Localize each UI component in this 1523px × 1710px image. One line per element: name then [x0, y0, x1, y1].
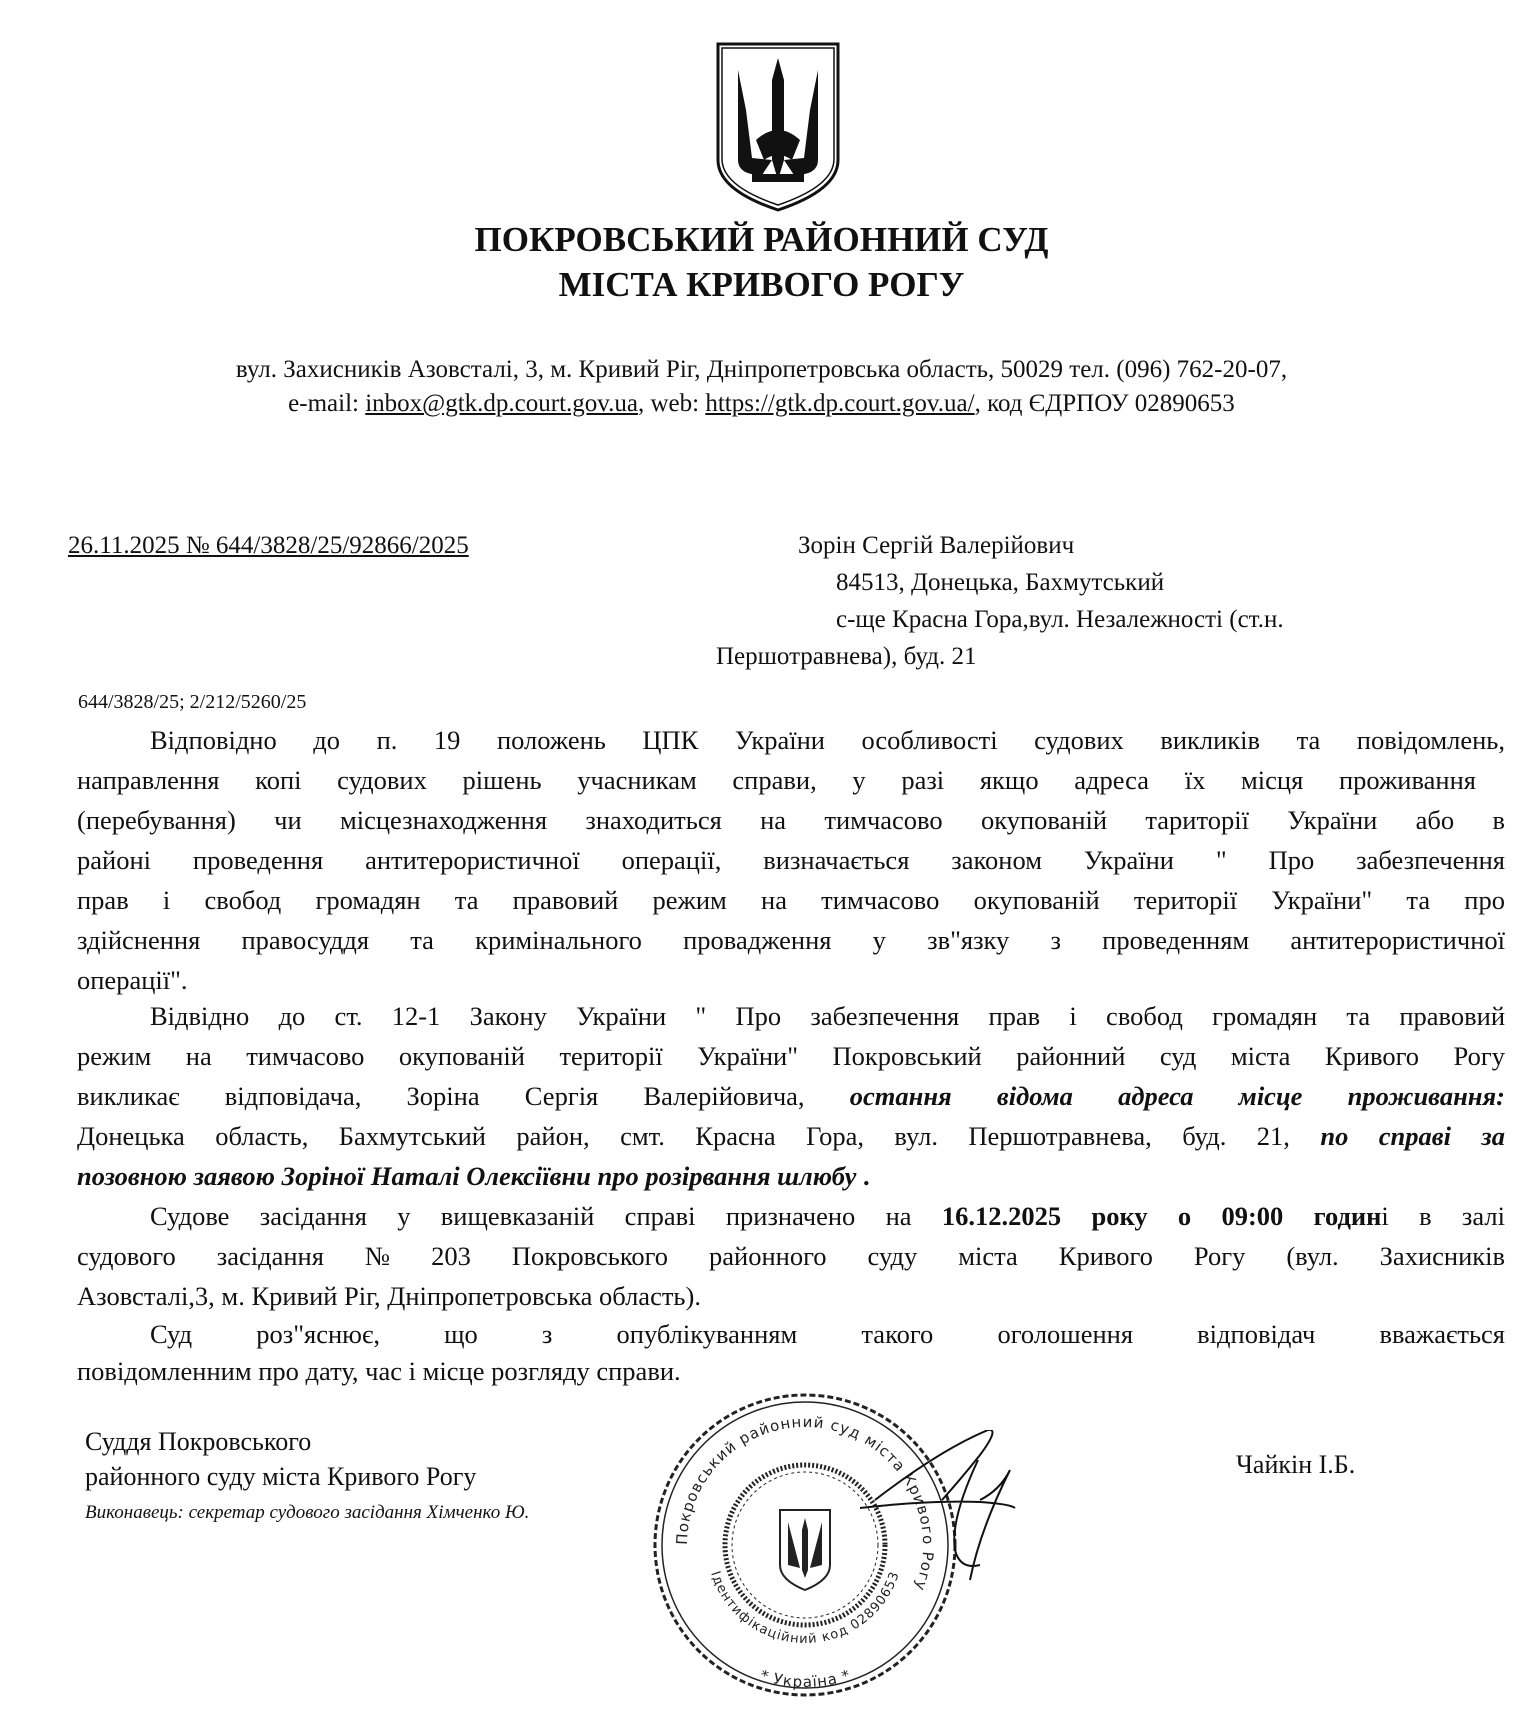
body-line-text — [77, 1238, 1505, 1274]
seal-outer-text: Покровський районний суд міста Кривого Рогу — [672, 1412, 938, 1594]
body-line-text — [150, 1198, 1505, 1234]
body-line-text — [150, 998, 1505, 1034]
text-segment: повідомленним про дату, час і місце розгляду справи. — [77, 1356, 681, 1386]
text-segment: Відвідно до ст. 12-1 Закону України " Про забезпечення прав і свобод громадян та правовий — [150, 1001, 1505, 1031]
body-line-text — [77, 762, 1476, 798]
body-line — [77, 1118, 1505, 1154]
text-segment: Азовсталі,3, м. Кривий Ріг, Дніпропетровська область). — [77, 1281, 701, 1311]
web-label: , web: — [638, 390, 706, 417]
body-line — [150, 998, 1505, 1034]
text-segment: направлення копі судових рішень учасникам справи, у разі якщо адреса їх місця проживання — [77, 765, 1476, 795]
addressee-name: Зорін Сергій Валерійович — [798, 532, 1075, 559]
judge-position-line1: Суддя Покровського — [85, 1427, 312, 1456]
body-line — [150, 1316, 1505, 1352]
body-line — [77, 882, 1505, 918]
executor-note: Виконавець: секретар судового засідання Хімченко Ю. — [85, 1502, 530, 1523]
body-line-text — [77, 1158, 870, 1194]
text-segment: і в залі — [1381, 1201, 1505, 1231]
outgoing-date-number: 26.11.2025 № 644/3828/25/92866/2025 — [68, 532, 469, 559]
svg-text:* Україна * — [758, 1666, 852, 1691]
body-line — [77, 962, 1505, 998]
court-address: вул. Захисників Азовсталі, 3, м. Кривий Ріг, Дніпропетровська область, 50029 тел. (096) 762-20-07, — [235, 356, 1288, 383]
emphasized-text: 16.12.2025 року о 09:00 годин — [941, 1201, 1382, 1231]
text-segment: операції". — [77, 965, 188, 995]
email-label: e-mail: — [288, 390, 366, 417]
body-line — [77, 1238, 1505, 1274]
addressee-line1: 84513, Донецька, Бахмутський — [836, 569, 1165, 596]
addressee-line2: с-ще Красна Гора,вул. Незалежності (ст.н. — [836, 606, 1284, 633]
body-line-text — [77, 922, 1505, 958]
judge-position-line2: районного суду міста Кривого Рогу — [85, 1462, 477, 1491]
text-segment: режим на тимчасово окупованій території України" Покровський районний суд міста Кривого Рогу — [77, 1041, 1505, 1071]
emphasized-text: позовною заявою Зоріної Наталі Олексіївни про розірвання шлюбу — [77, 1161, 857, 1191]
emphasized-text: по справі за — [1320, 1121, 1505, 1151]
coat-of-arms-icon — [712, 40, 844, 214]
court-name-line1: ПОКРОВСЬКИЙ РАЙОННИЙ СУД — [474, 220, 1049, 259]
body-line — [77, 1158, 1505, 1194]
seal-trident-icon — [780, 1510, 830, 1590]
emphasized-text: остання відома адреса місце проживання: — [849, 1081, 1505, 1111]
body-line-text — [77, 1353, 681, 1389]
addressee-line3: Першотравнева), буд. 21 — [716, 643, 977, 670]
text-segment: Судове засідання у вищевказаній справі призначено на — [150, 1201, 942, 1231]
case-numbers: 644/3828/25; 2/212/5260/25 — [78, 691, 307, 713]
emphasized-text: . — [856, 1161, 870, 1191]
body-line — [77, 1078, 1505, 1114]
body-line — [77, 922, 1505, 958]
text-segment: прав і свобод громадян та правовий режим на тимчасово окупованій території України" та про — [77, 885, 1505, 915]
text-segment: Відповідно до п. 19 положень ЦПК України особливості судових викликів та повідомлень, — [150, 725, 1505, 755]
text-segment: Донецька область, Бахмутський район, смт. Красна Гора, вул. Першотравнева, буд. 21, — [77, 1121, 1321, 1151]
body-line — [77, 842, 1505, 878]
text-segment: здійснення правосуддя та кримінального провадження у зв"язку з проведенням антитерористичної — [77, 925, 1505, 955]
court-name-line2: МІСТА КРИВОГО РОГУ — [558, 265, 965, 304]
body-line-text — [77, 1278, 701, 1314]
text-segment: Суд роз"яснює, що з опублікуванням такого оголошення відповідач вважається — [150, 1319, 1505, 1349]
body-line — [77, 762, 1505, 798]
body-line-text — [77, 1118, 1505, 1154]
body-line-text — [77, 962, 188, 998]
text-segment: районі проведення антитерористичної операції, визначається законом України " Про забезпечення — [77, 845, 1505, 875]
web-link[interactable]: https://gtk.dp.court.gov.ua/ — [705, 390, 975, 417]
court-contacts — [0, 390, 1523, 418]
body-line-text — [150, 1316, 1505, 1352]
seal-inner-text: Ідентифікаційний код 02890653 — [707, 1569, 903, 1648]
body-line-text — [77, 802, 1505, 838]
body-line-text — [77, 842, 1505, 878]
judge-signature — [860, 1430, 1020, 1600]
body-line-text — [77, 1038, 1505, 1074]
body-line-text — [77, 1078, 1505, 1114]
body-line — [77, 1278, 1505, 1314]
text-segment: викликає відповідача, Зоріна Сергія Валерійовича, — [77, 1081, 850, 1111]
body-line — [77, 802, 1505, 838]
body-line-text — [77, 882, 1505, 918]
email-link[interactable]: inbox@gtk.dp.court.gov.ua — [365, 390, 638, 417]
judge-name: Чайкін І.Б. — [1236, 1450, 1356, 1479]
body-line — [77, 1038, 1505, 1074]
text-segment: судового засідання № 203 Покровського районного суду міста Кривого Рогу (вул. Захисників — [77, 1241, 1505, 1271]
body-line-text — [150, 722, 1505, 758]
seal-bottom-text: * Україна * — [758, 1666, 852, 1692]
edrpou-code: , код ЄДРПОУ 02890653 — [974, 390, 1235, 417]
body-line — [150, 722, 1505, 758]
body-line — [150, 1198, 1505, 1234]
text-segment: (перебування) чи місцезнаходження знаходиться на тимчасово окупованій тариторії України або в — [77, 805, 1505, 835]
